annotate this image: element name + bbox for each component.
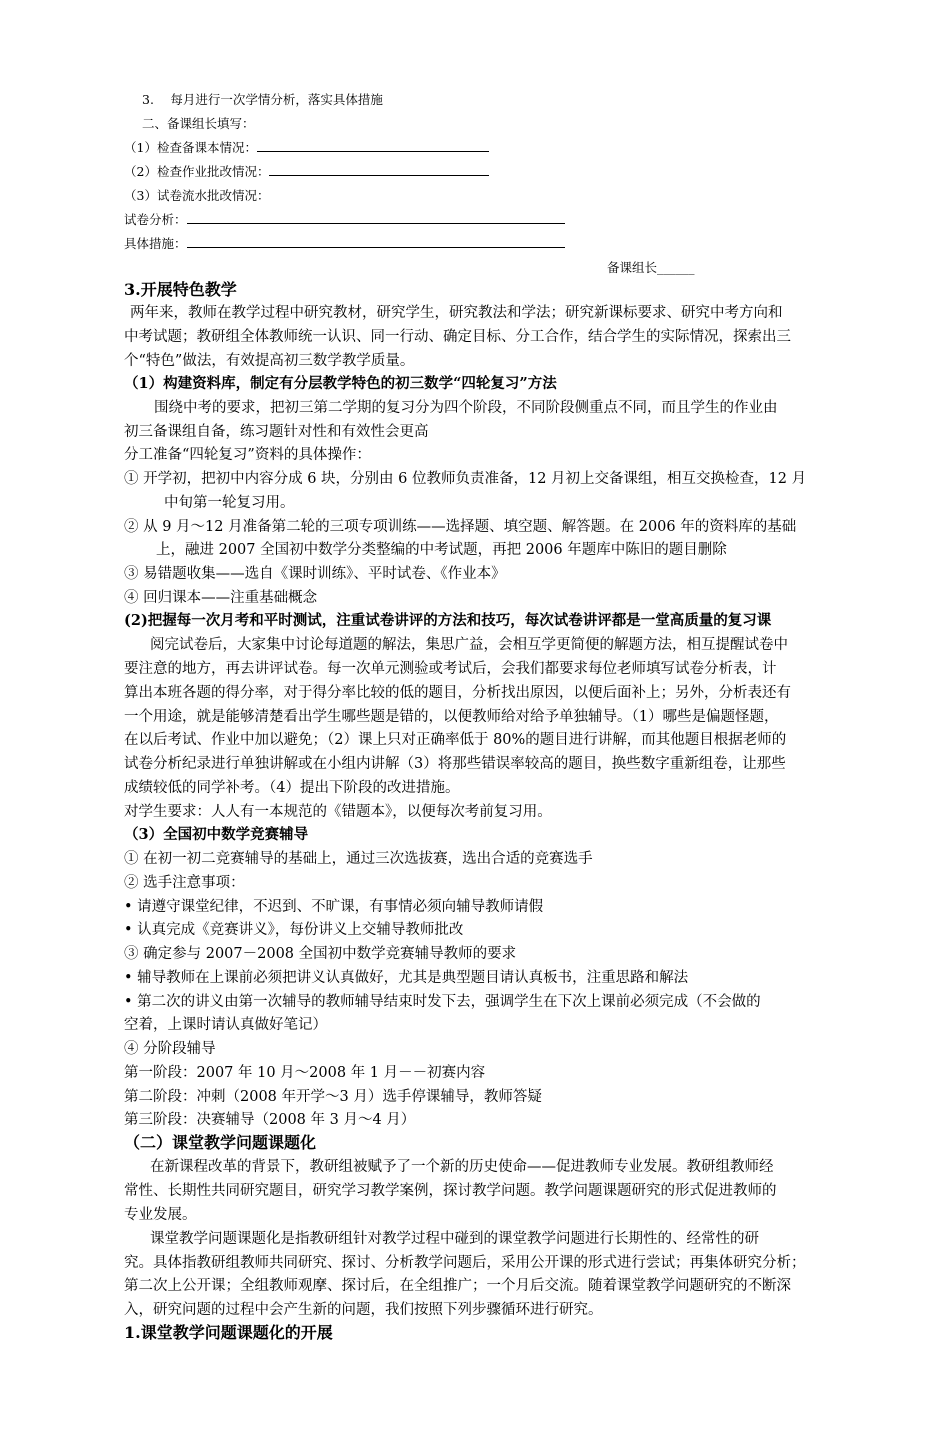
- blank-line: [257, 139, 489, 152]
- paragraph-line: 课堂教学问题课题化是指教研组针对教学过程中碰到的课堂教学问题进行长期性的、经常性的研: [150, 1231, 759, 1247]
- blank-line: [187, 235, 565, 248]
- paragraph-line: 算出本班各题的得分率，对于得分率比较的低的题目，分析找出原因，以便后面补上；另外，分析表还有: [124, 685, 791, 701]
- subsection-title: 1.课堂教学问题课题化的开展: [124, 1323, 333, 1342]
- stage-item: 第一阶段：2007 年 10 月～2008 年 1 月－－初赛内容: [124, 1065, 486, 1081]
- list-item-continued: 中旬第一轮复习用。: [164, 495, 295, 511]
- paragraph-line: 初三备课组自备，练习题针对性和有效性会更高: [124, 424, 429, 440]
- paragraph-line: 阅完试卷后，大家集中讨论每道题的解法，集思广益，会相互学更简便的解题方法，相互提醒试卷中: [150, 637, 788, 653]
- paragraph-line: 常性、长期性共同研究题目，研究学习教学案例，探讨教学问题。教学问题课题研究的形式促进教师的: [124, 1183, 777, 1199]
- paragraph-line: 专业发展。: [124, 1207, 197, 1223]
- paragraph-line: 试卷分析纪录进行单独讲解或在小组内讲解（3）将那些错误率较高的题目，换些数字重新组卷，让那些: [124, 756, 786, 772]
- list-item: ③ 确定参与 2007－2008 全国初中数学竞赛辅导教师的要求: [124, 946, 517, 962]
- paragraph-line: 围绕中考的要求，把初三第二学期的复习分为四个阶段，不同阶段侧重点不同，而且学生的作业由: [154, 400, 778, 416]
- list-heading: 分工准备“四轮复习”资料的具体操作：: [124, 447, 371, 463]
- form-check-homework: [124, 162, 489, 180]
- subsection-title: (2)把握每一次月考和平时测试，注重试卷讲评的方法和技巧，每次试卷讲评都是一堂高质量的复习课: [124, 612, 772, 629]
- bullet-item-continued: 空着，上课时请认真做好笔记）: [124, 1017, 327, 1033]
- paragraph-line: 一个用途，就是能够清楚看出学生哪些题是错的，以便教师给对给予单独辅导。（1）哪些是偏题怪题，: [124, 709, 779, 725]
- paragraph-line: 在以后考试、作业中加以避免；（2）课上只对正确率低于 80%的题目进行讲解，而其他题目根据老师的: [124, 732, 787, 748]
- list-item: ① 在初一初二竞赛辅导的基础上，通过三次选拔赛，选出合适的竞赛选手: [124, 851, 593, 867]
- stage-item: 第二阶段：冲刺（2008 年开学～3 月）选手停课辅导，教师答疑: [124, 1089, 542, 1105]
- form-label: （1）检查备课本情况：: [124, 140, 257, 155]
- paragraph-line: 第二次上公开课；全组教师观摩、探讨后，在全组推广；一个月后交流。随着课堂教学问题研究的不断深: [124, 1278, 791, 1294]
- paragraph-line: 入，研究问题的过程中会产生新的问题，我们按照下列步骤循环进行研究。: [124, 1302, 603, 1318]
- blank-line: [269, 163, 489, 176]
- paragraph-line: 对学生要求：人人有一本规范的《错题本》，以便每次考前复习用。: [124, 804, 552, 820]
- paragraph-line: 成绩较低的同学补考。（4）提出下阶段的改进措施。: [124, 780, 460, 796]
- form-check-paper-grading: （3）试卷流水批改情况：: [124, 188, 270, 203]
- subsection-title: （1）构建资料库，制定有分层教学特色的初三数学“四轮复习”方法: [124, 375, 557, 392]
- form-label: （2）检查作业批改情况：: [124, 164, 270, 179]
- paragraph-line: 究。具体指教研组教师共同研究、探讨、分析教学问题后，采用公开课的形式进行尝试；再集体研究分析；: [124, 1255, 806, 1271]
- list-item: ④ 分阶段辅导: [124, 1041, 216, 1057]
- form-item-3: 3. 每月进行一次学情分析，落实具体措施: [142, 92, 383, 107]
- bullet-item: • 认真完成《竞赛讲义》，每份讲义上交辅导教师批改: [124, 922, 464, 938]
- list-item: ③ 易错题收集——选自《课时训练》、平时试卷、《作业本》: [124, 566, 506, 582]
- blank-line: [187, 211, 565, 224]
- bullet-item: • 辅导教师在上课前必须把讲义认真做好，尤其是典型题目请认真板书，注重思路和解法: [124, 970, 689, 986]
- form-measures: [124, 234, 565, 252]
- bullet-item: • 第二次的讲义由第一次辅导的教师辅导结束时发下去，强调学生在下次上课前必须完成（不会做的: [124, 994, 761, 1010]
- form-label: 具体措施：: [124, 236, 187, 251]
- paragraph-line: 两年来，教师在教学过程中研究教材，研究学生，研究教法和学法；研究新课标要求、研究中考方向和: [130, 305, 783, 321]
- section-title: 3.开展特色教学: [124, 280, 237, 299]
- paragraph-line: 中考试题；教研组全体教师统一认识、同一行动、确定目标、分工合作，结合学生的实际情况，探索出三: [124, 329, 791, 345]
- paragraph-line: 要注意的地方，再去讲评试卷。每一次单元测验或考试后，会我们都要求每位老师填写试卷分析表，计: [124, 661, 777, 677]
- form-label: 试卷分析：: [124, 212, 187, 227]
- stage-item: 第三阶段：决赛辅导（2008 年 3 月～4 月）: [124, 1112, 416, 1128]
- bullet-item: • 请遵守课堂纪律，不迟到、不旷课，有事情必须向辅导教师请假: [124, 899, 544, 915]
- form-signature: 备课组长______: [607, 260, 695, 275]
- list-item: ④ 回归课本——注重基础概念: [124, 590, 318, 606]
- paragraph-line: 在新课程改革的背景下，教研组被赋予了一个新的历史使命——促进教师专业发展。教研组教师经: [150, 1159, 774, 1175]
- list-item-continued: 上，融进 2007 全国初中数学分类整编的中考试题，再把 2006 年题库中陈旧的题目删除: [156, 542, 727, 558]
- form-section-heading: 二、备课组长填写：: [142, 116, 255, 131]
- form-check-lesson-plan: [124, 138, 489, 156]
- paragraph-line: 个“特色”做法，有效提高初三数学教学质量。: [124, 353, 415, 369]
- subsection-title: （3）全国初中数学竞赛辅导: [124, 826, 309, 843]
- section-title: （二）课堂教学问题课题化: [124, 1133, 317, 1152]
- list-item: ② 选手注意事项：: [124, 875, 245, 891]
- list-item: ② 从 9 月～12 月准备第二轮的三项专项训练——选择题、填空题、解答题。在 2006 年的资料库的基础: [124, 519, 797, 535]
- form-paper-analysis: [124, 210, 565, 228]
- list-item: ① 开学初，把初中内容分成 6 块，分别由 6 位教师负责准备，12 月初上交备课组，相互交换检查，12 月: [124, 471, 807, 487]
